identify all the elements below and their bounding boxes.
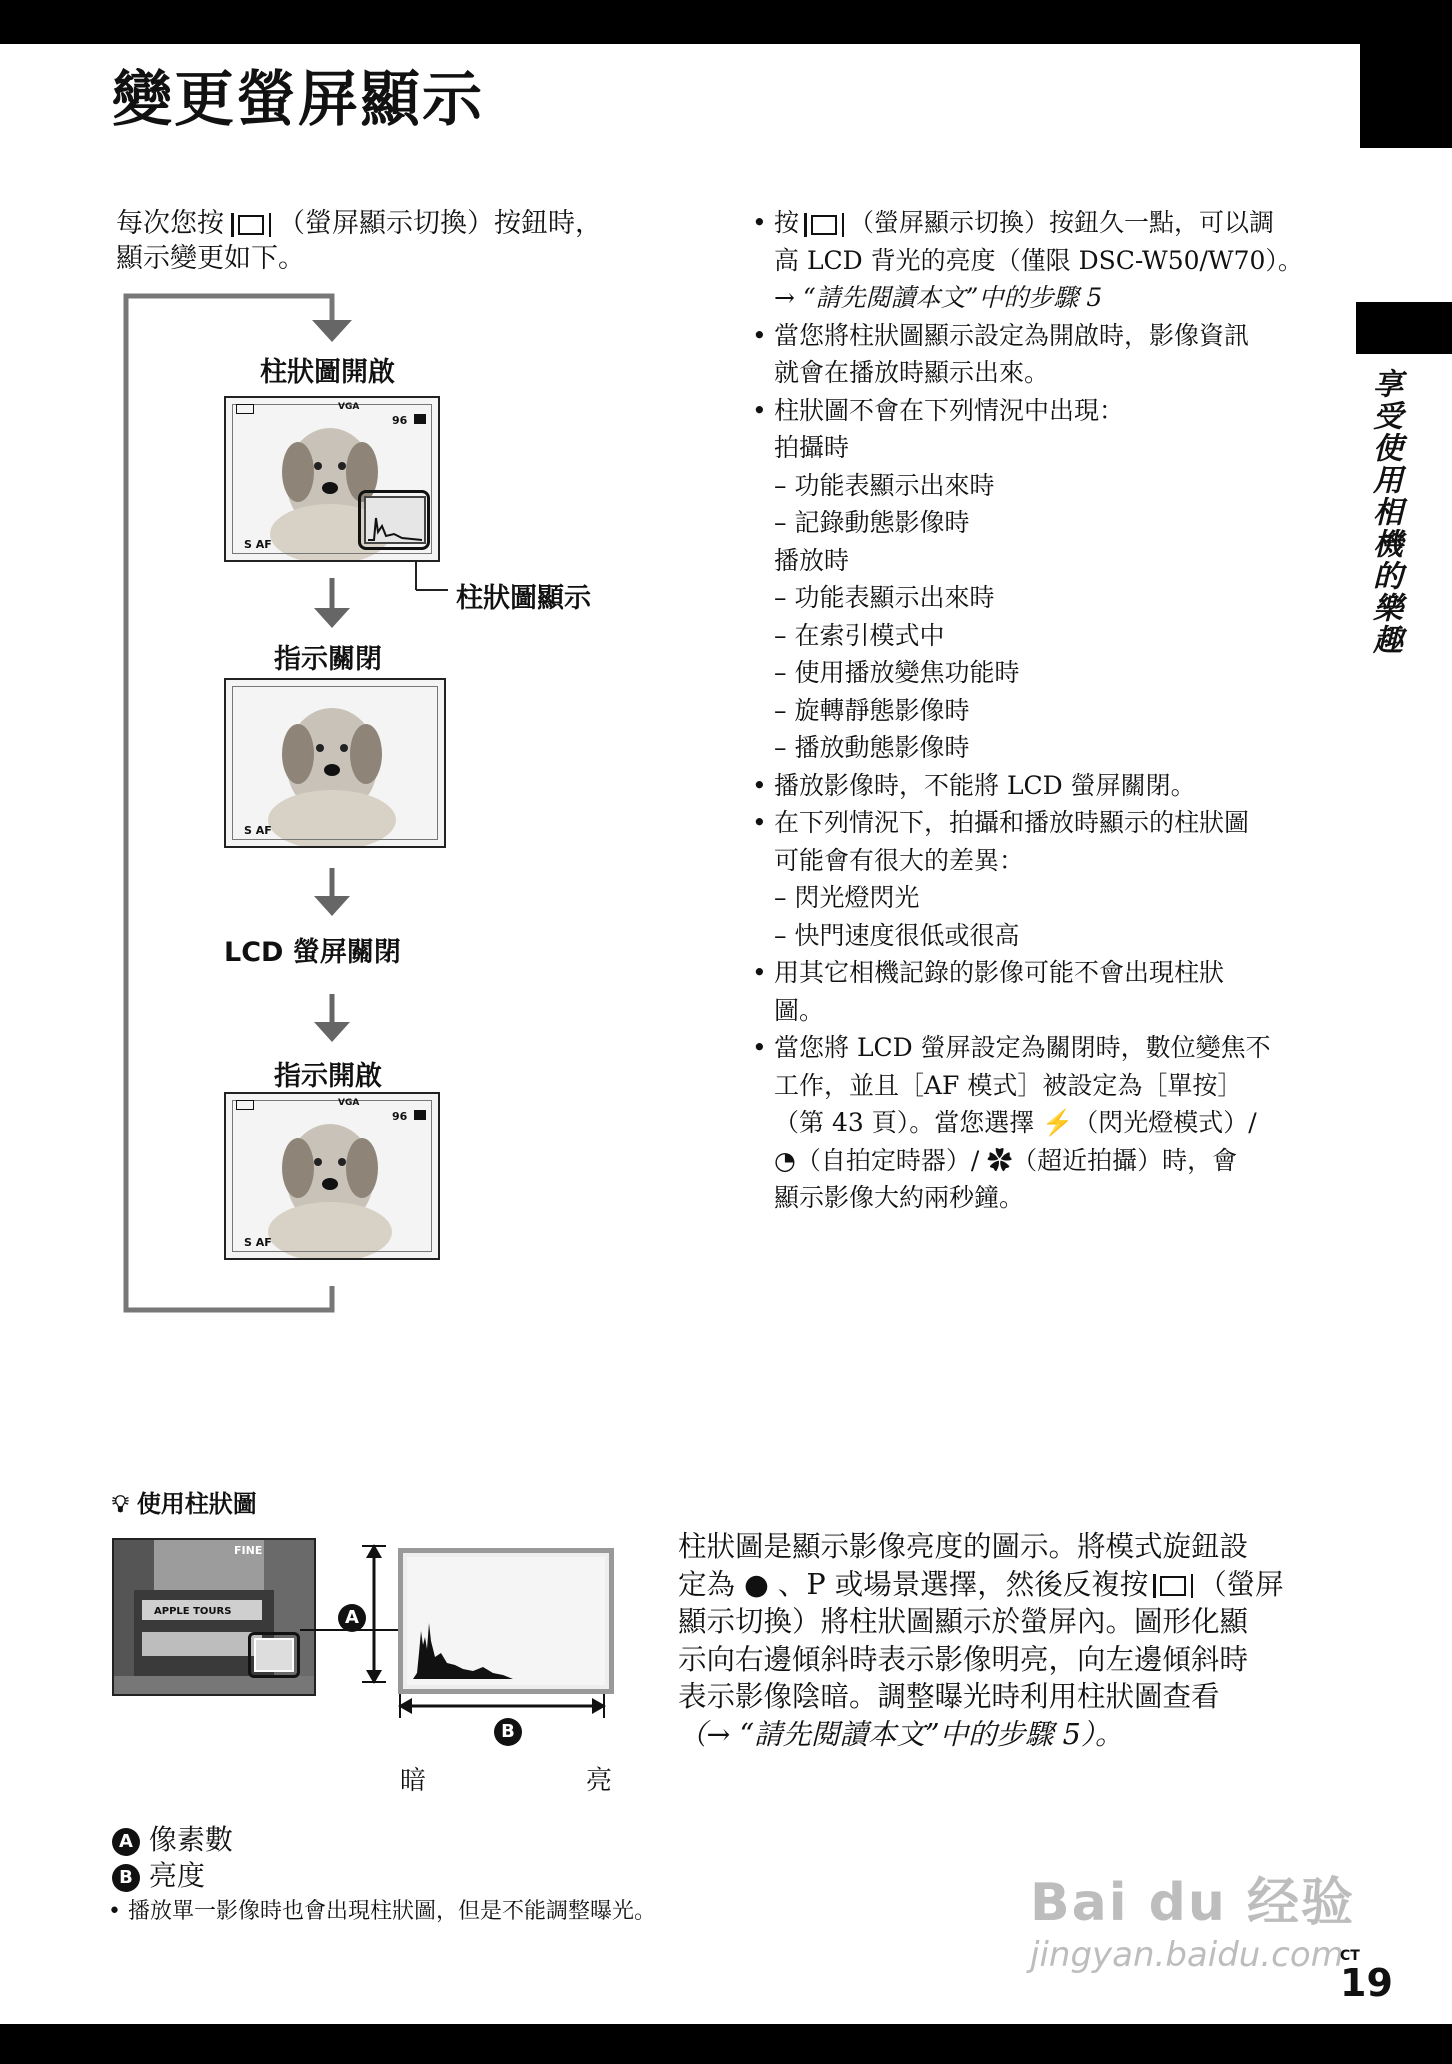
note-bullet: • 播放影像時，不能將 LCD 螢屏關閉。 (752, 767, 1342, 805)
lcd-screen-indicators-on (224, 1092, 440, 1260)
screen-inner-frame (232, 686, 438, 840)
page-number-text: 19 (1340, 1961, 1393, 2005)
tip-heading-text: 使用柱狀圖 (136, 1490, 257, 1518)
note-continuation: 工作，並且［AF 模式］被設定為［單按］ (774, 1070, 1243, 1100)
note-subitem: – 旋轉靜態影像時 (774, 695, 970, 725)
bullet-icon: • (752, 1033, 767, 1062)
tip-line-2: 定為 ● 、P 或場景選擇，然後反複按 （螢屏 (678, 1567, 1284, 1601)
display-button-icon (1160, 1576, 1186, 1596)
watermark-url: jingyan.baidu.com (1030, 1935, 1344, 1975)
memory-card-icon (414, 414, 426, 424)
bus-sign-text: APPLE TOURS (154, 1606, 232, 1617)
intro-text-before: 每次您按 (116, 208, 224, 239)
intro-text-after: （螢屏顯示切換）按鈕時， (278, 208, 602, 239)
step-lcd-off: LCD 螢屏關閉 (224, 937, 401, 968)
quality-osd: FINE (234, 1544, 263, 1557)
bullet-icon: • (752, 320, 767, 350)
bullet-icon: • (752, 808, 767, 837)
lcd-screen-histogram-on (224, 396, 440, 562)
axis-arrows (330, 1544, 620, 1744)
tip-footnote: • 播放單一影像時也會出現柱狀圖，但是不能調整曝光。 (108, 1899, 656, 1924)
note-subitem: – 在索引模式中 (774, 620, 945, 650)
display-button-icon (811, 215, 837, 235)
histogram-callout-label: 柱狀圖顯示 (456, 583, 591, 614)
photo-histogram-ring (248, 1632, 300, 1678)
histogram-highlight-ring (358, 490, 430, 550)
dark-label: 暗 (400, 1766, 427, 1796)
bullet-icon: • (752, 208, 767, 237)
street-photo (112, 1538, 316, 1696)
bullet-icon: • (752, 770, 767, 800)
bright-label: 亮 (586, 1766, 613, 1796)
legend-b-text: 亮度 (148, 1859, 205, 1892)
focus-mode-osd: S AF (244, 538, 272, 551)
note-subitem: – 使用播放變焦功能時 (774, 658, 1020, 687)
note-bullet: • 在下列情況下，拍攝和播放時顯示的柱狀圖 (752, 804, 1342, 842)
step-indicators-on: 指示開啟 (274, 1061, 382, 1092)
note-bullet: • 當您將柱狀圖顯示設定為開啟時，影像資訊 (752, 317, 1342, 355)
intro-line2: 顯示變更如下。 (116, 243, 305, 274)
tip-line-4: 示向右邊傾斜時表示影像明亮，向左邊傾斜時 (678, 1642, 1249, 1676)
note-continuation: （第 43 頁）。當您選擇 ⚡（閃光燈模式）/ (774, 1108, 1257, 1137)
axis-b-marker: B (494, 1718, 522, 1746)
image-size-osd: VGA (338, 1098, 360, 1108)
note-continuation: 就會在播放時顯示出來。 (774, 358, 1050, 387)
note-continuation: 高 LCD 背光的亮度（僅限 DSC-W50/W70）。 (774, 245, 1303, 275)
image-size-osd: VGA (338, 402, 360, 412)
bullet-icon: • (752, 958, 767, 987)
legend-a-text: 像素數 (148, 1823, 233, 1856)
note-continuation: 可能會有很大的差異： (774, 845, 1025, 875)
note-continuation: ◔（自拍定時器）/ ✿（超近拍攝）時，會 (774, 1145, 1238, 1175)
axis-a-marker: A (338, 1604, 366, 1632)
bottom-bar (0, 2024, 1452, 2064)
section-tab-marker (1356, 302, 1452, 354)
lcd-screen-indicators-off (224, 678, 446, 848)
note-continuation: → “請先閱讀本文”中的步驟 5 (774, 283, 1103, 312)
note-subitem: – 播放動態影像時 (774, 733, 970, 762)
shots-remaining-osd: 96 (392, 1110, 408, 1123)
legend-a-marker: A (112, 1828, 140, 1856)
tip-line-5: 表示影像陰暗。調整曝光時利用柱狀圖查看 (678, 1680, 1220, 1713)
note-continuation: 顯示影像大約兩秒鐘。 (774, 1183, 1025, 1212)
battery-icon (236, 1100, 254, 1110)
memory-card-icon (414, 1110, 426, 1120)
legend-b-marker: B (112, 1864, 140, 1892)
note-subitem: – 功能表顯示出來時 (774, 583, 995, 612)
tip-line-1: 柱狀圖是顯示影像亮度的圖示。將模式旋鈕設 (678, 1530, 1249, 1563)
note-continuation: 圖。 (774, 995, 825, 1025)
page-number (1340, 1948, 1393, 2005)
watermark (1030, 1860, 1355, 1975)
legend-a (112, 1818, 233, 1858)
watermark-brand: Bai du 经验 (1030, 1873, 1355, 1933)
page-title: 變更螢屏顯示 (112, 65, 484, 135)
shots-remaining-osd: 96 (392, 414, 408, 427)
note-subitem: – 功能表顯示出來時 (774, 470, 995, 500)
step-histogram-on: 柱狀圖開啟 (260, 357, 395, 388)
tip-paragraph (678, 1528, 1318, 1753)
tip-line-6: （→ “請先閱讀本文”中的步驟 5）。 (678, 1717, 1124, 1751)
focus-mode-osd: S AF (244, 1236, 272, 1249)
note-subitem: – 快門速度很低或很高 (774, 920, 1020, 950)
focus-mode-osd: S AF (244, 824, 272, 837)
notes-list (752, 204, 1342, 1217)
battery-icon (236, 404, 254, 414)
step-indicators-off: 指示關閉 (274, 644, 382, 675)
note-continuation: 拍攝時 (774, 433, 850, 462)
page-lang: CT (1340, 1948, 1360, 1964)
note-subitem: – 閃光燈閃光 (774, 883, 920, 912)
bullet-icon: • (752, 395, 767, 425)
note-subitem: – 記錄動態影像時 (774, 508, 970, 537)
tip-heading (112, 1484, 257, 1519)
tip-line-3: 顯示切換）將柱狀圖顯示於螢屏內。圖形化顯 (678, 1605, 1249, 1638)
note-bullet: • 柱狀圖不會在下列情況中出現： (752, 392, 1342, 430)
lightbulb-icon: 💡︎ (112, 1490, 129, 1518)
side-tab-label: 享受使用相機的樂趣 (1367, 368, 1402, 656)
note-continuation: 播放時 (774, 545, 850, 575)
note-bullet: • 當您將 LCD 螢屏設定為關閉時，數位變焦不 (752, 1029, 1342, 1067)
legend-b (112, 1854, 205, 1894)
note-bullet: • 按 （螢屏顯示切換）按鈕久一點，可以調 (752, 204, 1342, 242)
note-bullet: • 用其它相機記錄的影像可能不會出現柱狀 (752, 954, 1342, 992)
section-tab-top (1360, 44, 1452, 148)
